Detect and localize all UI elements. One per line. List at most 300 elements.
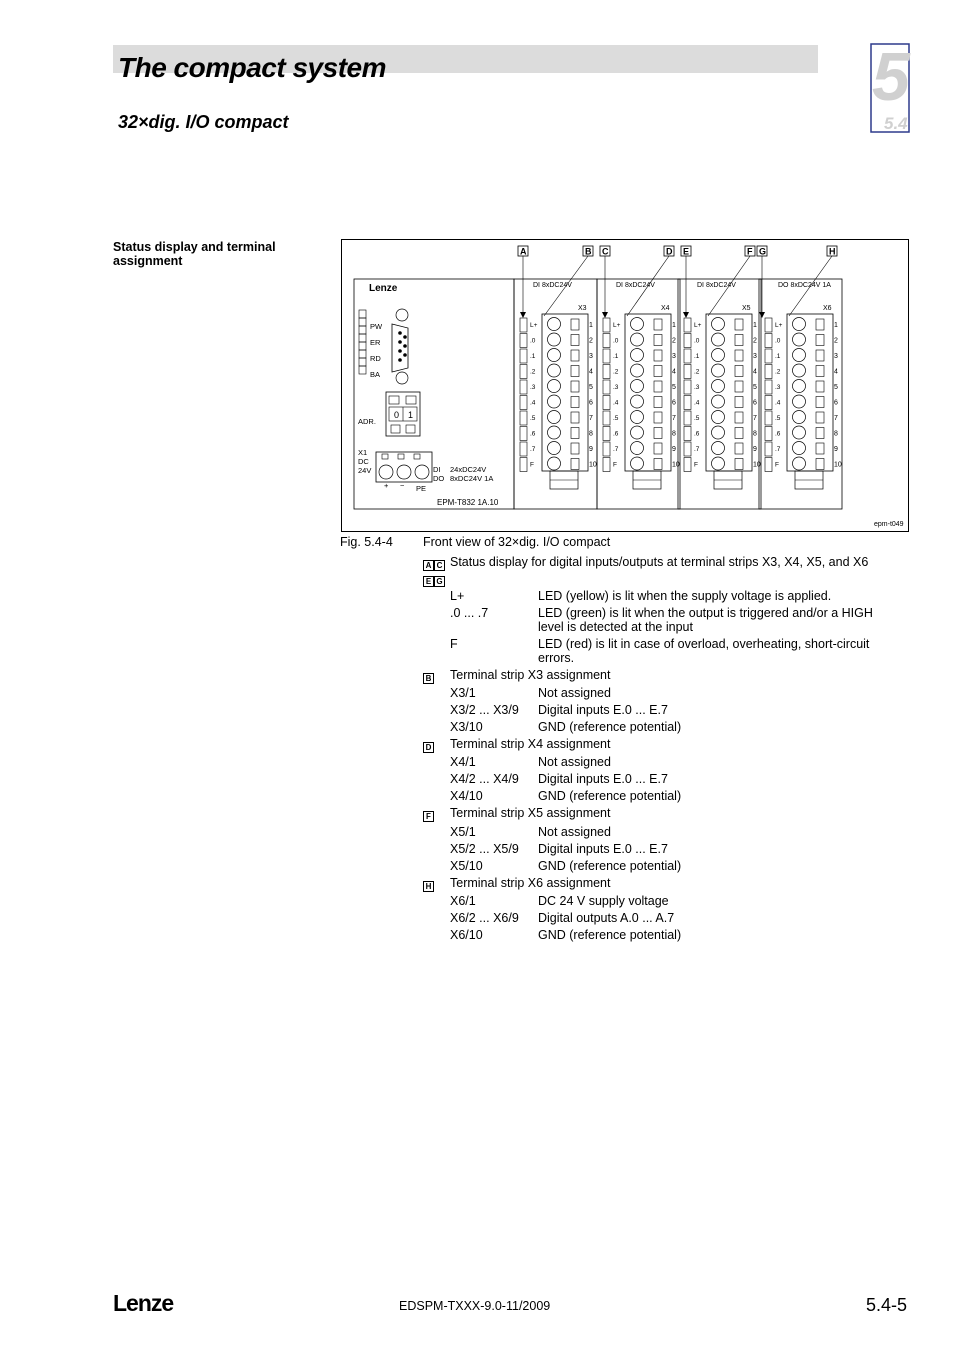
status-led [359,350,366,358]
io-module [757,246,842,509]
pin-number: 1 [672,322,676,329]
status-description: Status display for digital inputs/outputs at terminal strips X3, X4, X5, and X6 [450,555,869,569]
terminal-clamp [816,335,824,346]
terminal-clamp [735,412,743,423]
pin-number: 1 [589,322,593,329]
pin-number: 8 [672,430,676,438]
status-led [684,458,691,472]
strip-desc: Not assigned [538,755,611,769]
terminal-clamp [735,381,743,392]
led-label: .2 [694,368,700,376]
terminal-screw [631,333,644,346]
led-label: .2 [775,368,781,376]
status-led-label: RD [370,354,381,363]
status-led [359,310,366,318]
terminal-screw [548,411,561,424]
strip-term: X6/10 [450,928,483,942]
status-led [603,396,610,410]
status-desc: LED (green) is lit when the output is triggered and/or a HIGH level is detected at the input [538,606,873,634]
status-led [603,458,610,472]
led-label: L+ [613,322,621,329]
strip-term: X5/1 [450,825,476,839]
terminal-clamp [654,443,662,454]
key-letter: G [759,246,767,257]
strip-label: X5 [742,305,751,312]
pin-number: 9 [753,446,757,453]
status-term: L+ [450,589,465,603]
terminal-clamp [571,443,579,454]
key-box: C [434,560,445,571]
chapter-marker [868,40,918,140]
led-label: .4 [775,399,781,407]
terminal-screw [631,411,644,424]
pin-number: 2 [753,337,757,345]
mount-screw [396,309,408,321]
strip-term: X4/2 ... X4/9 [450,772,519,786]
strip-desc: Digital inputs E.0 ... E.7 [538,772,668,786]
polarity-minus: − [400,481,405,490]
terminal-clamp [654,335,662,346]
status-led [520,365,527,379]
footer-doc-id: EDSPM-TXXX-9.0-11/2009 [399,1299,551,1313]
terminal-strip [706,314,752,471]
terminal-screw [712,380,725,393]
led-label: .0 [530,337,536,345]
status-led [603,442,610,456]
terminal-clamp [816,397,824,408]
status-led [603,411,610,425]
strip-desc: Digital inputs E.0 ... E.7 [538,703,668,717]
strip-desc: GND (reference potential) [538,928,682,942]
front-view-figure [341,239,909,532]
rating-di-value: 24xDC24V [450,465,487,474]
terminal-clamp [654,412,662,423]
led-label: .1 [775,353,781,360]
pin-number: 4 [589,368,593,376]
key-box: A [423,560,434,571]
led-label: F [530,461,534,469]
pin-number: 5 [672,384,676,391]
terminal-clamp [816,459,824,470]
terminal-strip [787,314,833,471]
pin-number: 3 [834,353,838,360]
led-label: .0 [775,337,781,345]
footer-page-number: 5.4-5 [866,1295,908,1315]
status-led [765,396,772,410]
terminal-clamp [571,381,579,392]
adr-label: ADR. [358,417,376,426]
terminal-screw [548,349,561,362]
terminal-screw [712,333,725,346]
status-led [359,366,366,374]
led-label: .7 [775,446,781,453]
polarity-plus: + [384,481,389,490]
status-led [765,427,772,441]
led-label: .6 [775,430,781,438]
module-label: DO 8xDC24V 1A [778,282,831,289]
status-term: F [450,637,458,651]
strip-desc: DC 24 V supply voltage [538,894,669,908]
status-led [765,442,772,456]
pin-number: 9 [834,446,838,453]
pin-number: 2 [589,337,593,345]
terminal-screw [793,457,806,470]
terminal-screw [712,426,725,439]
pin-number: 2 [834,337,838,345]
pin-number: 10 [834,461,842,469]
terminal-clamp [816,381,824,392]
footer-logo: Lenze [113,1290,174,1316]
pin-number: 10 [672,461,680,469]
terminal-clamp [816,412,824,423]
pin-number: 6 [834,399,838,407]
terminal-screw [631,457,644,470]
strip-term: X3/10 [450,720,483,734]
strip-desc: GND (reference potential) [538,859,682,873]
status-led [520,349,527,363]
key-letter: H [829,246,836,257]
status-keys-row-2 [423,573,445,591]
terminal-clamp [816,319,824,330]
key-box: B [423,673,434,684]
pin-number: 9 [672,446,676,453]
status-led [603,349,610,363]
terminal-screw [548,364,561,377]
status-led [520,458,527,472]
strip-title: Terminal strip X3 assignment [450,668,611,682]
polarity-pe: PE [416,484,427,493]
pin-number: 5 [589,384,593,391]
terminal-clamp [735,459,743,470]
pin-number: 1 [753,322,757,329]
status-led [520,411,527,425]
status-led [603,365,610,379]
status-led [603,380,610,394]
terminal-clamp [571,350,579,361]
supply-label-24v: 24V [358,466,372,475]
strip-label: X3 [578,305,587,312]
led-label: .0 [613,337,619,345]
status-led [684,365,691,379]
terminal-screw [631,318,644,331]
status-led [765,458,772,472]
led-label: .5 [613,415,619,422]
terminal-screw [712,457,725,470]
key-letter: B [585,246,592,257]
status-led [520,427,527,441]
terminal-screw [631,349,644,362]
rating-do-kind: DO [433,474,445,483]
status-led [684,442,691,456]
supply-label-x1: X1 [358,448,368,457]
terminal-screw [548,457,561,470]
section-subtitle: 32×dig. I/O compact [118,112,289,132]
pin-number: 7 [672,415,676,422]
led-label: .7 [530,446,536,453]
led-label: .4 [694,399,700,407]
terminal-strip [625,314,671,471]
adr-switch-1: 1 [408,410,414,420]
key-letter: F [747,246,753,257]
led-label: .6 [694,430,700,438]
status-led [765,318,772,332]
pin-number: 6 [753,399,757,407]
status-led [684,318,691,332]
pin-number: 3 [589,353,593,360]
led-label: .6 [613,430,619,438]
terminal-screw [548,380,561,393]
status-led [684,334,691,348]
module-label: DI 8xDC24V [533,282,572,289]
terminal-screw [631,426,644,439]
chapter-number: 5 [872,40,910,115]
rating-do-value: 8xDC24V 1A [450,474,494,483]
strip-title: Terminal strip X4 assignment [450,737,611,751]
strip-term: X5/10 [450,859,483,873]
terminal-clamp [735,319,743,330]
status-led [684,396,691,410]
strip-title: Terminal strip X6 assignment [450,876,611,890]
led-label: .2 [613,368,619,376]
status-led [684,349,691,363]
terminal-screw [793,442,806,455]
led-label: L+ [530,322,538,329]
terminal-screw [712,318,725,331]
terminal-clamp [654,428,662,439]
connector-pin [398,331,402,335]
status-led [603,334,610,348]
terminal-screw [548,395,561,408]
terminal-clamp [735,335,743,346]
strip-term: X3/1 [450,686,476,700]
terminal-screw [793,395,806,408]
led-label: .4 [613,399,619,407]
strip-desc: GND (reference potential) [538,720,682,734]
led-label: .1 [530,353,536,360]
status-led-label: PW [370,322,383,331]
io-module [678,246,761,509]
pin-number: 4 [834,368,838,376]
terminal-clamp [816,443,824,454]
strip-term: X4/10 [450,789,483,803]
terminal-screw [548,333,561,346]
terminal-clamp [654,319,662,330]
led-label: .3 [613,384,619,391]
status-led-label: ER [370,338,381,347]
pin-number: 5 [753,384,757,391]
pin-number: 3 [753,353,757,360]
status-led [603,427,610,441]
terminal-screw [793,333,806,346]
status-led [603,318,610,332]
led-label: .6 [530,430,536,438]
terminal-screw [793,380,806,393]
terminal-screw [631,442,644,455]
terminal-clamp [816,366,824,377]
key-letter: E [683,246,690,257]
key-box: H [423,881,434,892]
module-label: DI 8xDC24V [616,282,655,289]
terminal-clamp [571,428,579,439]
status-led [520,318,527,332]
led-label: .3 [530,384,536,391]
rating-di-kind: DI [433,465,441,474]
device-model: EPM-T832 1A.10 [437,498,499,507]
terminal-clamp [816,428,824,439]
led-label: .3 [775,384,781,391]
status-desc: LED (yellow) is lit when the supply voltage is applied. [538,589,832,603]
status-led-label: BA [370,370,381,379]
pin-number: 4 [753,368,757,376]
key-letter: D [666,246,673,257]
strip-desc: Not assigned [538,825,611,839]
led-label: .4 [530,399,536,407]
status-led [359,318,366,326]
key-box: E [423,576,434,587]
strip-desc: Digital outputs A.0 ... A.7 [538,911,675,925]
strip-label: X6 [823,305,832,312]
status-term: .0 ... .7 [450,606,489,620]
terminal-clamp [654,366,662,377]
terminal-clamp [654,350,662,361]
pin-number: 3 [672,353,676,360]
strip-term: X4/1 [450,755,476,769]
terminal-clamp [571,459,579,470]
terminal-screw [548,426,561,439]
connector-pin [403,344,407,348]
terminal-screw [712,349,725,362]
led-label: .7 [613,446,619,453]
pin-number: 10 [753,461,761,469]
status-led [765,411,772,425]
connector-pin [398,340,402,344]
led-label: L+ [694,322,702,329]
terminal-clamp [571,366,579,377]
pin-number: 8 [589,430,593,438]
terminal-clamp [571,412,579,423]
terminal-clamp [654,459,662,470]
base-module [354,279,514,509]
key-box: F [423,811,434,822]
terminal-clamp [735,366,743,377]
terminal-clamp [654,381,662,392]
pin-number: 10 [589,461,597,469]
strip-term: X5/2 ... X5/9 [450,842,519,856]
terminal-screw [712,442,725,455]
connector-pin [403,335,407,339]
led-label: .5 [694,415,700,422]
terminal-screw [631,395,644,408]
figure-caption: Front view of 32×dig. I/O compact [423,535,611,549]
terminal-clamp [571,335,579,346]
pin-number: 6 [589,399,593,407]
pin-number: 7 [589,415,593,422]
status-led [359,342,366,350]
strip-term: X3/2 ... X3/9 [450,703,519,717]
pin-number: 8 [834,430,838,438]
status-desc: LED (red) is lit in case of overload, overheating, short-circuit errors. [538,637,870,665]
led-label: .2 [530,368,536,376]
module-label: DI 8xDC24V [697,282,736,289]
status-led [765,334,772,348]
terminal-clamp [571,319,579,330]
led-label: .1 [613,353,619,360]
side-heading: Status display and terminal assignment [113,240,276,268]
status-led [520,396,527,410]
led-label: .0 [694,337,700,345]
strip-desc: Digital inputs E.0 ... E.7 [538,842,668,856]
status-led [684,411,691,425]
terminal-screw [793,349,806,362]
strip-desc: GND (reference potential) [538,789,682,803]
terminal-screw [712,364,725,377]
figure-ref: Fig. 5.4-4 [340,535,393,549]
status-led [359,358,366,366]
led-label: L+ [775,322,783,329]
status-led [684,380,691,394]
terminal-screw [712,395,725,408]
status-led [765,365,772,379]
led-label: .5 [775,415,781,422]
terminal-screw [548,442,561,455]
connector-pin [403,353,407,357]
key-letter: C [602,246,609,257]
led-label: .7 [694,446,700,453]
pin-number: 7 [753,415,757,422]
key-box: D [423,742,434,753]
connector-pin [398,358,402,362]
status-led [520,334,527,348]
terminal-screw [548,318,561,331]
drawing-id: epm-t049 [874,521,904,528]
pin-number: 7 [834,415,838,422]
io-module [514,246,597,509]
led-label: .5 [530,415,536,422]
terminal-clamp [735,428,743,439]
key-letter: A [520,246,527,257]
status-led [359,334,366,342]
device-brand: Lenze [369,283,398,294]
terminal-screw [712,411,725,424]
led-label: F [613,461,617,469]
status-led [359,326,366,334]
terminal-screw [631,364,644,377]
status-led [520,380,527,394]
terminal-screw [631,380,644,393]
adr-switch-0: 0 [394,410,400,420]
io-module [597,246,680,509]
led-label: F [694,461,698,469]
pin-number: 5 [834,384,838,391]
strip-term: X6/2 ... X6/9 [450,911,519,925]
led-label: .3 [694,384,700,391]
terminal-screw [793,364,806,377]
front-view-drawing [342,240,910,533]
mount-screw [396,372,408,384]
strip-title: Terminal strip X5 assignment [450,806,611,820]
pin-number: 1 [834,322,838,329]
terminal-screw [793,426,806,439]
supply-label-dc: DC [358,457,369,466]
led-label: .1 [694,353,700,360]
strip-desc: Not assigned [538,686,611,700]
status-led [684,427,691,441]
pin-number: 4 [672,368,676,376]
key-box: G [434,576,445,587]
terminal-clamp [735,397,743,408]
terminal-clamp [654,397,662,408]
connector-pin [398,349,402,353]
